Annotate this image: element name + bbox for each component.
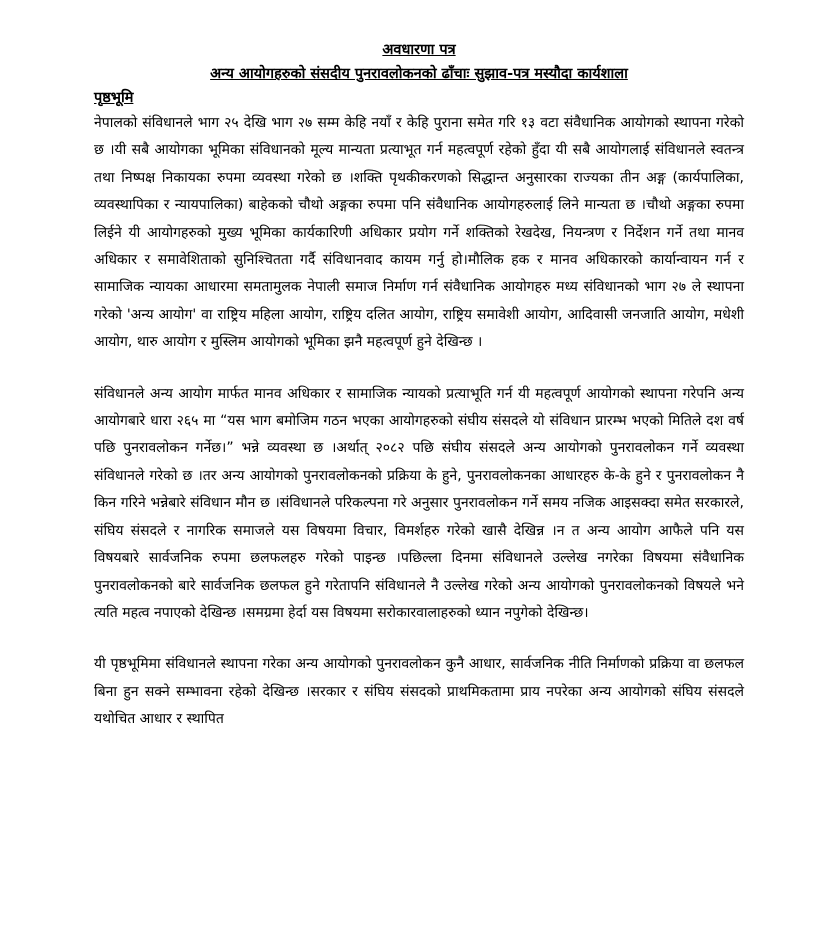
document-title: अवधारणा पत्र [382,42,456,58]
section-heading: पृष्ठभूमि [94,90,134,106]
document-page [94,38,744,734]
paragraph-2: संविधानले अन्य आयोग मार्फत मानव अधिकार र सामाजिक न्यायको प्रत्याभूति गर्न यी महत्वपूर्ण आयोगको स्थापना गरेपनि अन्य आयोगबारे धारा २६५ मा “यस भाग बमोजिम गठन भएका आयोगहरुको संघीय संसदले यो संविधान प्रारम्भ भएको मितिले दश वर्ष पछि पुनरावलोकन गर्नेछ।” भन्ने व्यवस्था छ ।अर्थात् २०८२ पछि संघीय संसदले अन्य आयोगको पुनरावलोकन गर्ने व्यवस्था संविधानले गरेको छ ।तर अन्य आयोगको पुनरावलोकनको प्रक्रिया के हुने, पुनरावलोकनका आधारहरु के-के हुने र पुनरावलोकन नै किन गरिने भन्नेबारे संविधान मौन छ ।संविधानले परिकल्पना गरे अनुसार पुनरावलोकन गर्ने समय नजिक आइसक्दा समेत सरकारले, संघिय संसदले र नागरिक समाजले यस विषयमा विचार, विमर्शहरु गरेको खासै देखिन्न ।न त अन्य आयोग आफैले पनि यस विषयबारे सार्वजनिक रुपमा छलफलहरु गरेको पाइन्छ ।पछिल्ला दिनमा संविधानले उल्लेख नगरेका विषयमा संवैधानिक पुनरावलोकनको बारे सार्वजनिक छलफल हुने गरेतापनि संविधानले नै उल्लेख गरेको अन्य आयोगको पुनरावलोकनको विषयले भने त्यति महत्व नपाएको देखिन्छ ।समग्रमा हेर्दा यस विषयमा सरोकारवालाहरुको ध्यान नपुगेको देखिन्छ। [94,385,744,621]
document-subtitle: अन्य आयोगहरुको संसदीय पुनरावलोकनको ढाँचाः सुझाव-पत्र मस्यौदा कार्यशाला [210,66,628,82]
paragraph-1: नेपालको संविधानले भाग २५ देखि भाग २७ सम्म केहि नयाँ र केहि पुराना समेत गरि १३ वटा संवैधानिक आयोगको स्थापना गरेको छ ।यी सबै आयोगका भूमिका संविधानको मूल्य मान्यता प्रत्याभूत गर्न महत्वपूर्ण रहेको हुँदा यी सबै आयोगलाई संविधानले स्वतन्त्र तथा निष्पक्ष निकायका रुपमा व्यवस्था गरेको छ ।शक्ति पृथकीकरणको सिद्धान्त अनुसारका राज्यका तीन अङ्ग (कार्यपालिका, व्यवस्थापिका र न्यायपालिका) बाहेकको चौथो अङ्गका रुपमा पनि संवैधानिक आयोगहरुलाई लिने मान्यता छ ।चौथो अङ्गका रुपमा लिईने यी आयोगहरुको मुख्य भूमिका कार्यकारिणी अधिकार प्रयोग गर्ने शक्तिको रेखदेख, नियन्त्रण र निर्देशन गर्ने तथा मानव अधिकार र समावेशिताको सुनिश्चितता गर्दै संविधानवाद कायम गर्नु हो।मौलिक हक र मानव अधिकारको कार्यान्वायन गर्न र सामाजिक न्यायका आधारमा समतामुलक नेपाली समाज निर्माण गर्न संवैधानिक आयोगहरु मध्य संविधानको भाग २७ ले स्थापना गरेको 'अन्य आयोग' वा राष्ट्रिय महिला आयोग, राष्ट्रिय दलित आयोग, राष्ट्रिय समावेशी आयोग, आदिवासी जनजाति आयोग, मधेशी आयोग, थारु आयोग र मुस्लिम आयोगको भूमिका झनै महत्वपूर्ण हुने देखिन्छ । [94,115,744,351]
paragraph-3: यी पृष्ठभूमिमा संविधानले स्थापना गरेका अन्य आयोगको पुनरावलोकन कुनै आधार, सार्वजनिक नीति निर्माणको प्रक्रिया वा छलफल बिना हुन सक्ने सम्भावना रहेको देखिन्छ ।सरकार र संघिय संसदको प्राथमिकतामा प्राय नपरेका अन्य आयोगको संघिय संसदले यथोचित आधार र स्थापित [94,656,744,728]
